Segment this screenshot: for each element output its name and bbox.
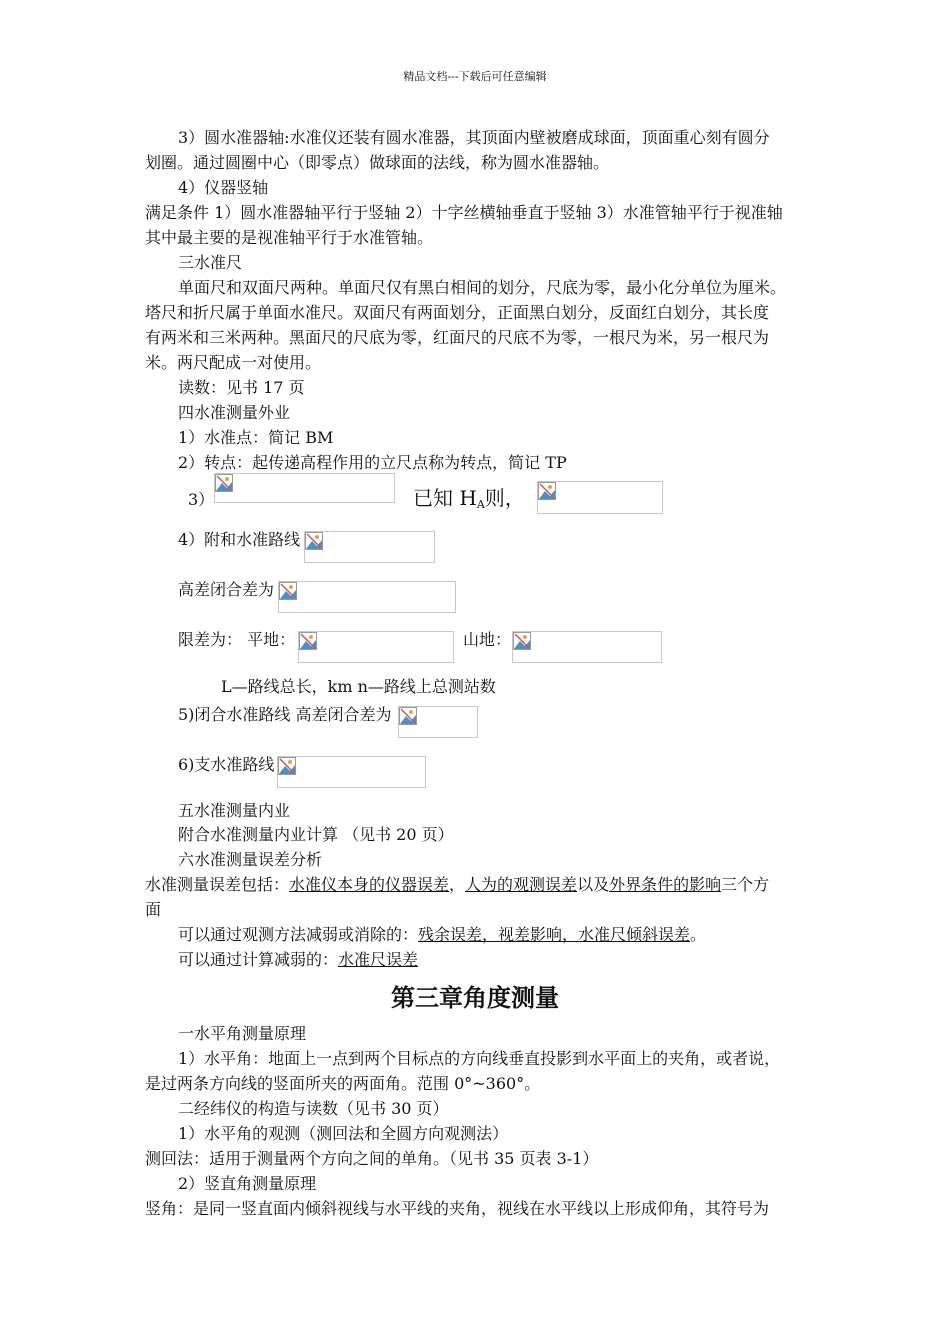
section-heading: 二经纬仪的构造与读数（见书 30 页） xyxy=(178,1099,449,1118)
formula-image xyxy=(278,581,456,613)
paragraph-line: 满足条件 1）圆水准器轴平行于竖轴 2）十字丝横轴垂直于竖轴 3）水准管轴平行于视准轴 xyxy=(145,203,783,222)
paragraph-line: 5)闭合水准路线 高差闭合差为 xyxy=(178,705,392,724)
paragraph-line: 可以通过观测方法减弱或消除的：残余误差，视差影响，水准尺倾斜误差。 xyxy=(178,925,707,944)
paragraph-line: 其中最主要的是视准轴平行于水准管轴。 xyxy=(145,228,434,247)
paragraph-line: 可以通过计算减弱的：水准尺误差 xyxy=(178,950,419,969)
paragraph-line: 面 xyxy=(145,900,162,919)
formula-image xyxy=(298,631,454,663)
paragraph-line: 限差为： 平地： xyxy=(178,630,296,649)
paragraph-line: 读数：见书 17 页 xyxy=(178,378,305,397)
paragraph-line: 1）水平角：地面上一点到两个目标点的方向线垂直投影到水平面上的夹角，或者说， xyxy=(178,1049,781,1068)
paragraph-line: 3）圆水准器轴:水准仪还装有圆水准器，其顶面内壁被磨成球面，顶面重心刻有圆分 xyxy=(178,128,770,147)
broken-image-icon xyxy=(399,707,417,725)
paragraph-line: 2）竖直角测量原理 xyxy=(178,1174,317,1193)
paragraph-line: 1）水平角的观测（测回法和全圆方向观测法） xyxy=(178,1124,509,1143)
paragraph-line: 是过两条方向线的竖面所夹的两面角。范围 0°~360°。 xyxy=(145,1074,541,1093)
formula-image xyxy=(398,706,478,738)
paragraph-line: 山地： xyxy=(463,630,512,649)
section-heading: 一水平角测量原理 xyxy=(178,1024,307,1043)
paragraph-line: 3） xyxy=(188,490,215,509)
paragraph-line: 水准测量误差包括：水准仪本身的仪器误差，人为的观测误差以及外界条件的影响三个方 xyxy=(145,875,770,894)
page-header: 精品文档---下载后可任意编辑 xyxy=(403,70,547,83)
paragraph-line: 单面尺和双面尺两种。单面尺仅有黑白相间的划分，尺底为零，最小化分单位为厘米。 xyxy=(178,278,787,297)
chapter-title: 第三章角度测量 xyxy=(391,983,559,1012)
broken-image-icon xyxy=(513,632,531,650)
paragraph-line: 附合水准测量内业计算 （见书 20 页） xyxy=(178,825,454,844)
formula-image xyxy=(277,756,426,788)
formula-image xyxy=(214,473,395,503)
paragraph-line: 划圈。通过圆圈中心（即零点）做球面的法线，称为圆水准器轴。 xyxy=(145,153,610,172)
paragraph-line: 测回法：适用于测量两个方向之间的单角。（见书 35 页表 3-1） xyxy=(145,1149,599,1168)
broken-image-icon xyxy=(299,632,317,650)
paragraph-line: 塔尺和折尺属于单面水准尺。双面尺有两面划分，正面黑白划分，反面红白划分，其长度 xyxy=(145,303,770,322)
paragraph-line: 有两米和三米两种。黑面尺的尺底为零，红面尺的尺底不为零，一根尺为米，另一根尺为 xyxy=(145,328,770,347)
formula-image xyxy=(512,631,662,663)
section-heading: 四水准测量外业 xyxy=(178,403,291,422)
formula-image xyxy=(537,481,663,514)
paragraph-line: 1）水准点：简记 BM xyxy=(178,428,334,447)
broken-image-icon xyxy=(278,757,296,775)
paragraph-line: 米。两尺配成一对使用。 xyxy=(145,353,322,372)
paragraph-line: 高差闭合差为 xyxy=(178,580,275,599)
paragraph-line: 6)支水准路线 xyxy=(178,755,275,774)
broken-image-icon xyxy=(279,582,297,600)
paragraph-line: 竖角：是同一竖直面内倾斜视线与水平线的夹角，视线在水平线以上形成仰角，其符号为 xyxy=(145,1199,770,1218)
section-heading: 六水准测量误差分析 xyxy=(178,850,323,869)
broken-image-icon xyxy=(215,474,233,492)
formula-image xyxy=(304,531,435,563)
formula-text: 已知 $H_A$则， xyxy=(413,486,525,511)
paragraph-line: 2）转点：起传递高程作用的立尺点称为转点，简记 TP xyxy=(178,453,567,472)
paragraph-line: 4）附和水准路线 xyxy=(178,530,301,549)
broken-image-icon xyxy=(305,532,323,550)
broken-image-icon xyxy=(538,482,556,500)
paragraph-line: L—路线总长，km n—路线上总测站数 xyxy=(221,677,496,696)
paragraph-line: 4）仪器竖轴 xyxy=(178,178,269,197)
section-heading: 三水准尺 xyxy=(178,253,243,272)
section-heading: 五水准测量内业 xyxy=(178,801,291,820)
